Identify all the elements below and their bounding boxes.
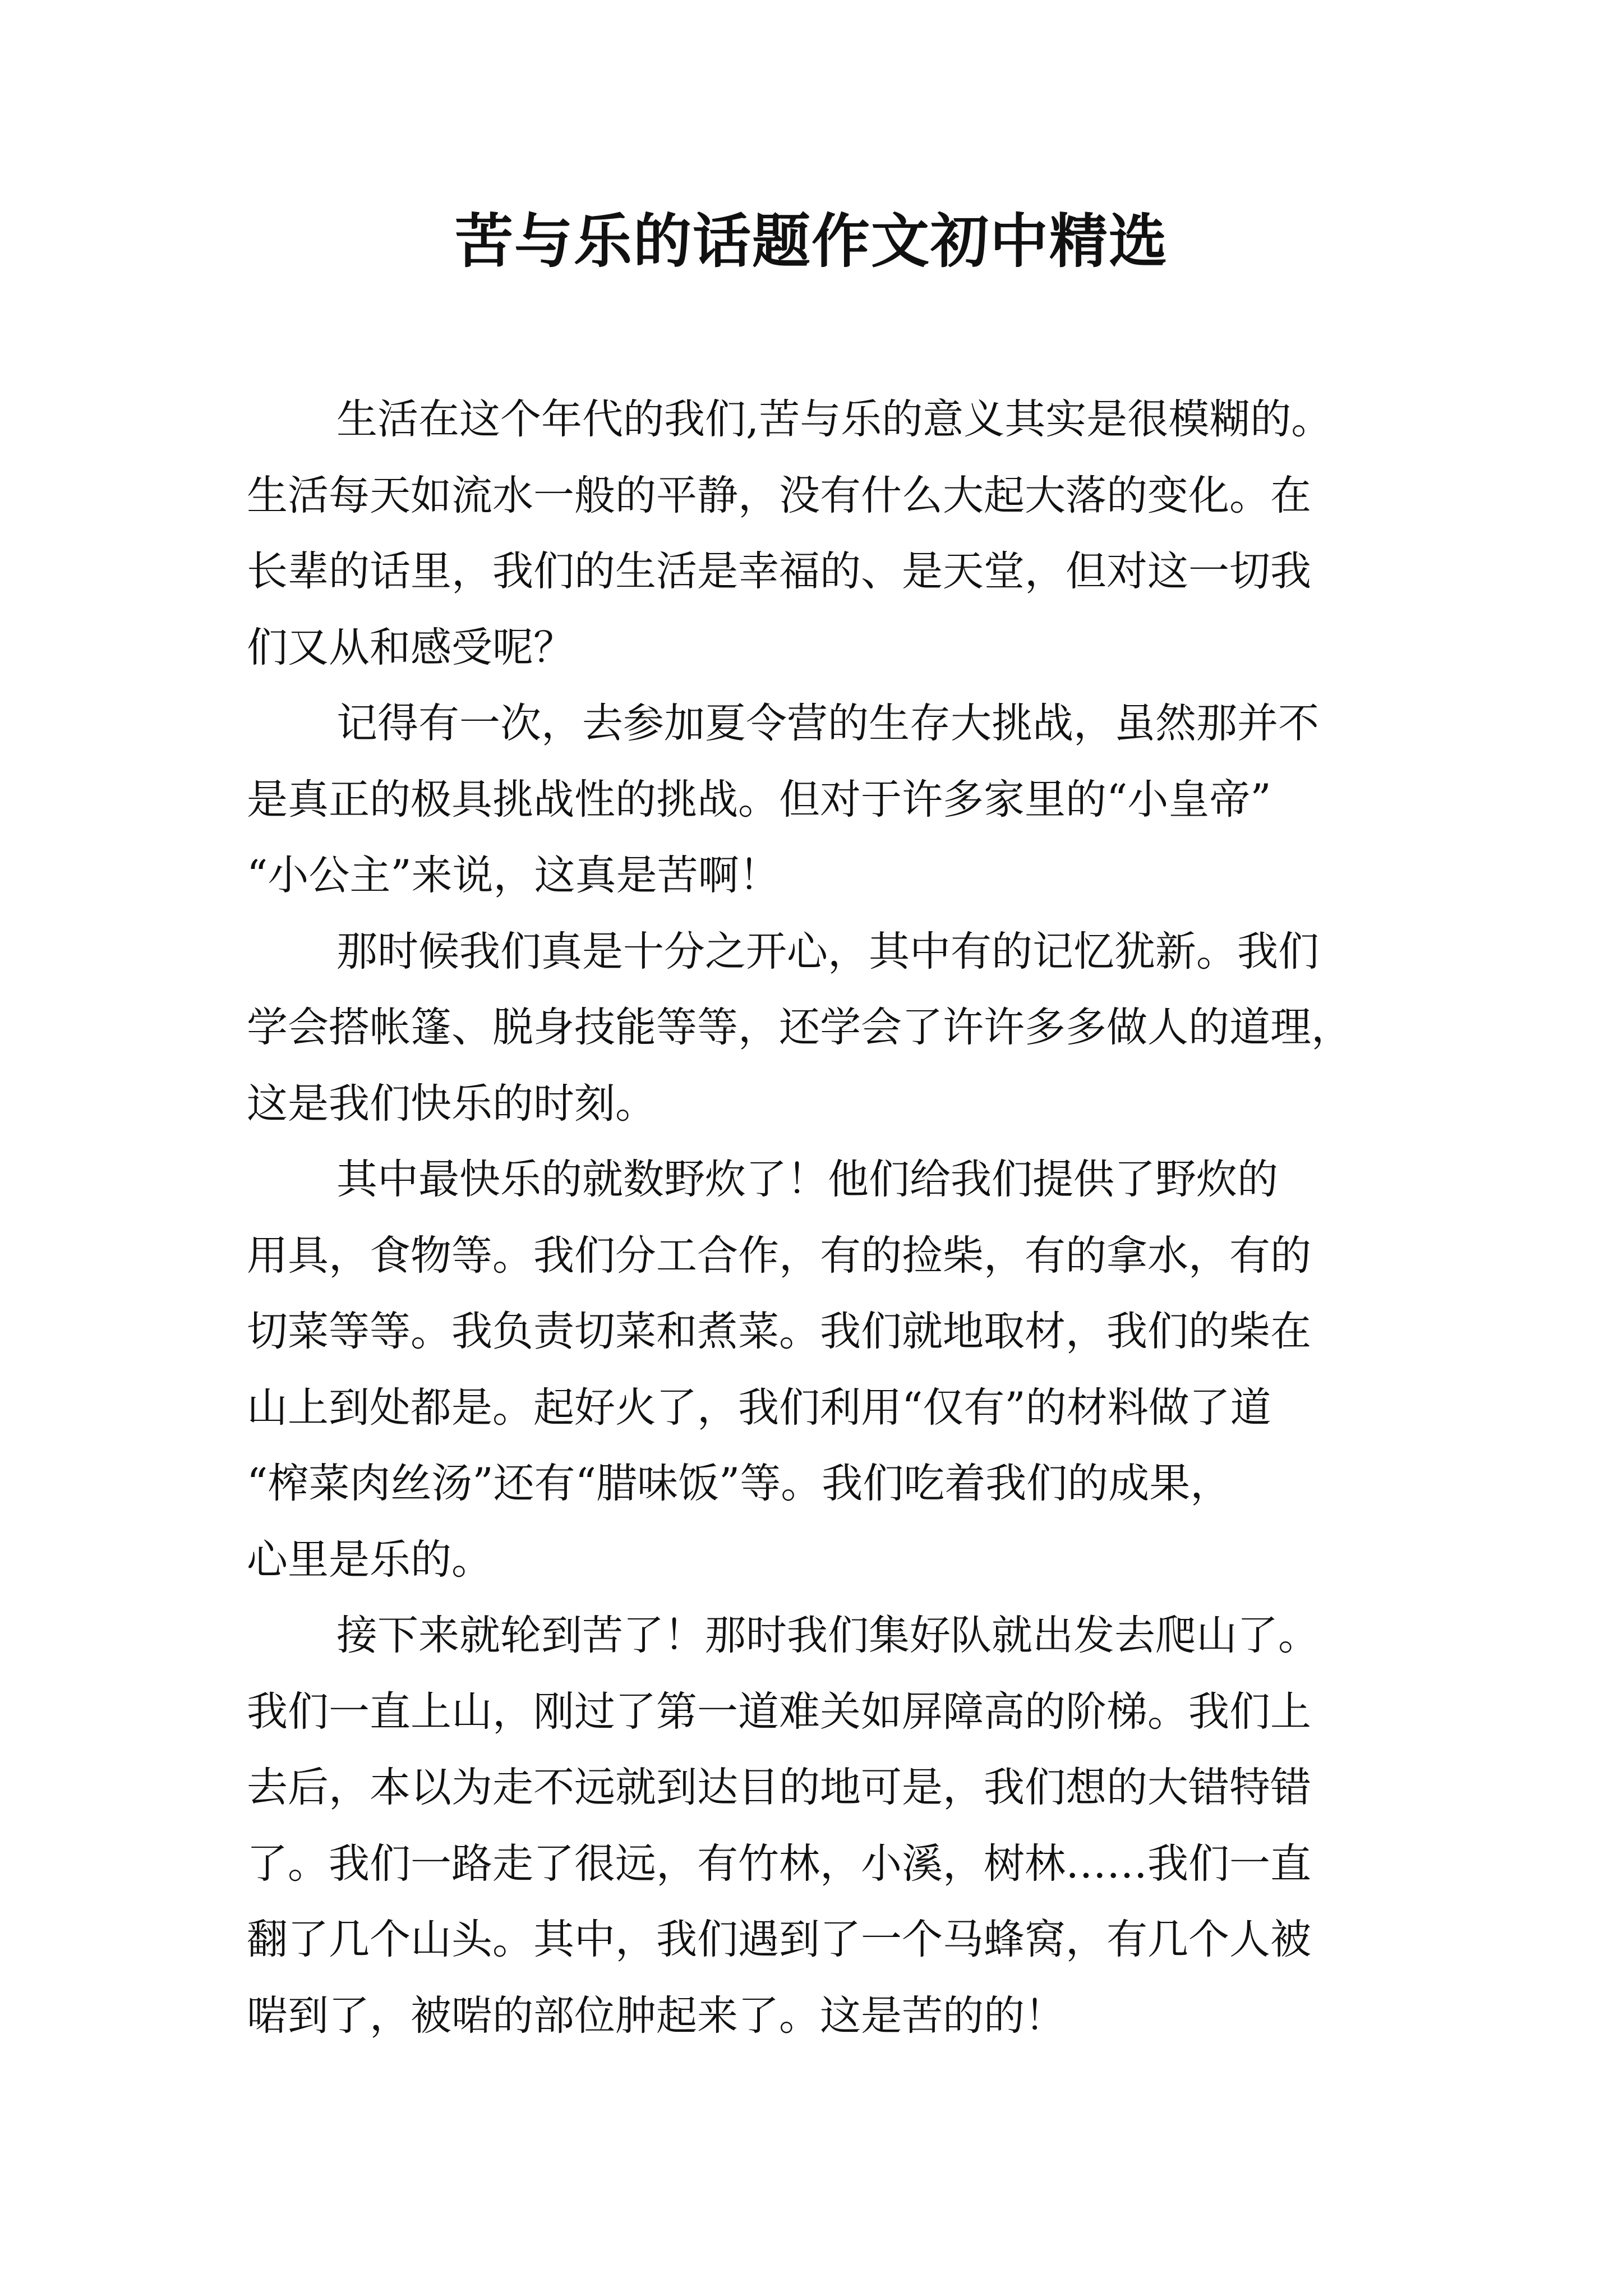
text-line: 切菜等等。我负责切菜和煮菜。我们就地取材，我们的柴在 (247, 1308, 1311, 1355)
paragraph-5 (247, 1598, 1413, 2054)
text-line: 们又从和感受呢？ (247, 623, 574, 671)
paragraph-4 (247, 1142, 1413, 1598)
text-line: “榨菜肉丝汤”还有“腊味饭”等。我们吃着我们的成果， (247, 1460, 1232, 1507)
text-line: 了。我们一路走了很远，有竹林，小溪，树林……我们一直 (247, 1839, 1311, 1888)
text-line: 是真正的极具挑战性的挑战。但对于许多家里的“小皇帝” (247, 775, 1271, 823)
text-line: 心里是乐的。 (247, 1535, 492, 1584)
paragraph-1 (247, 381, 1413, 685)
text-line: 生活在这个年代的我们,苦与乐的意义其实是很模糊的。 (336, 395, 1332, 443)
text-line: 生活每天如流水一般的平静，没有什么大起大落的变化。在 (247, 471, 1311, 519)
text-line: 那时候我们真是十分之开心，其中有的记忆犹新。我们 (336, 927, 1319, 976)
text-line: 用具，食物等。我们分工合作，有的捡柴，有的拿水，有的 (247, 1231, 1311, 1280)
text-line: 啱到了，被啱的部位肿起来了。这是苦的的！ (247, 1991, 1066, 2040)
document-title: 苦与乐的话题作文初中精选 (454, 206, 1168, 275)
paragraph-3 (247, 914, 1413, 1142)
text-line: 这是我们快乐的时刻。 (247, 1079, 656, 1128)
text-line: 去后，本以为走不远就到达目的地可是，我们想的大错特错 (247, 1764, 1311, 1811)
text-line: 记得有一次，去参加夏令营的生存大挑战，虽然那并不 (336, 700, 1319, 747)
text-line: 学会搭帐篷、脱身技能等等，还学会了许许多多做人的道理， (247, 1004, 1352, 1051)
text-line: 其中最快乐的就数野炊了！他们给我们提供了野炊的 (336, 1156, 1278, 1203)
text-line: “小公主”来说，这真是苦啊！ (247, 852, 780, 899)
text-line: 长辈的话里，我们的生活是幸福的、是天堂，但对这一切我 (247, 547, 1311, 595)
paragraph-2 (247, 685, 1413, 914)
text-line: 翻了几个山头。其中，我们遇到了一个马蜂窝，有几个人被 (247, 1916, 1311, 1963)
document-body (247, 381, 1413, 2054)
text-line: 山上到处都是。起好火了，我们利用“仅有”的材料做了道 (247, 1383, 1271, 1432)
text-line: 接下来就轮到苦了！那时我们集好队就出发去爬山了。 (336, 1612, 1319, 1659)
text-line: 我们一直上山，刚过了第一道难关如屏障高的阶梯。我们上 (247, 1687, 1311, 1736)
